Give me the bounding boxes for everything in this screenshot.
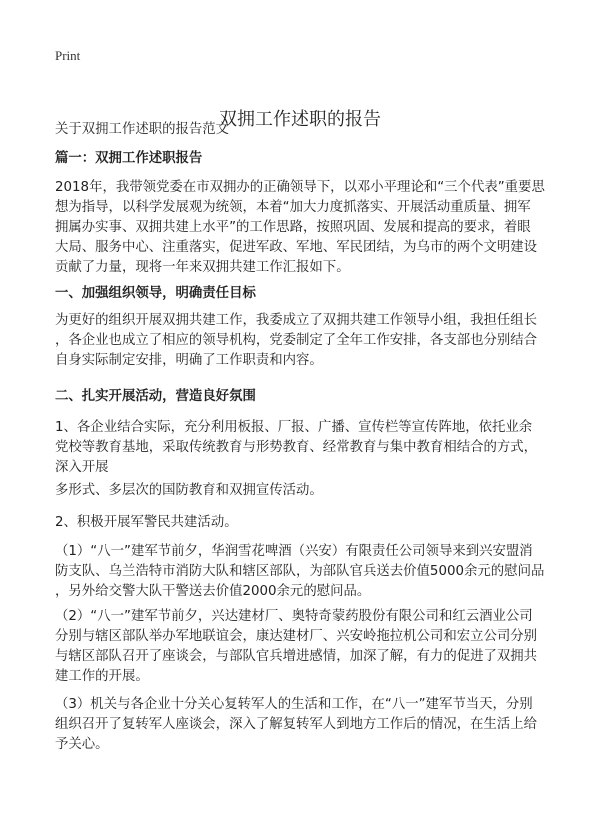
paragraph-1 [55,311,555,371]
sub-item-1 [55,542,555,602]
text-line: 党校等教育基地，采取传统教育与形势教育、经常教育与集中教育相结合的方式， [55,440,538,455]
text-line: （1）“八一”建军节前夕，华润雪花啤酒（兴安）有限责任公司领导来到兴安盟消 [55,544,533,559]
text-line: 自身实际制定安排，明确了工作职责和内容。 [55,353,323,368]
text-line: 为更好的组织开展双拥共建工作，我委成立了双拥共建工作领导小组，我担任组长 [55,313,538,328]
text-line: 分别与辖区部队举办军地联谊会，康达建材厂、兴安岭拖拉机公司和宏立公司分别 [55,629,538,644]
heading-2: 二、扎实开展活动，营造良好氛围 [55,389,256,404]
heading-1: 一、加强组织领导，明确责任目标 [55,286,256,301]
item-2: 2、积极开展军警民共建活动。 [55,515,238,530]
text-line: 予关心。 [55,737,109,752]
text-line: 拥属办实事、双拥共建上水平”的工作思路，按照巩固、发展和提高的要求，着眼 [55,220,531,235]
text-line: 贡献了力量，现将一年来双拥共建工作汇报如下。 [55,260,350,275]
text-line: 2018年，我带领党委在市双拥办的正确领导下，以邓小平理论和“三个代表”重要思 [55,180,545,195]
intro-paragraph [55,178,555,278]
text-line: 1、各企业结合实际，充分利用板报、厂报、广播、宣传栏等宣传阵地，依托业余 [55,420,533,435]
subtitle: 关于双拥工作述职的报告范文 [55,122,230,137]
text-line: 与辖区部队召开了座谈会，与部队官兵增进感情，加深了解，有力的促进了双拥共 [55,649,538,664]
text-line: 深入开展 [55,460,109,475]
text-line: 组织召开了复转军人座谈会，深入了解复转军人到地方工作后的情况，在生活上给 [55,717,538,732]
document-title: 双拥工作述职的报告 [219,109,381,130]
print-label[interactable]: Print [55,48,81,63]
text-line: ，各企业也成立了相应的领导机构，党委制定了全年工作安排，各支部也分别结合 [55,333,538,348]
text-line: 想为指导，以科学发展观为统领，本着“加大力度抓落实、开展活动重质量、拥军 [55,200,531,215]
sub-item-3 [55,695,555,755]
text-line: 防支队、乌兰浩特市消防大队和辖区部队，为部队官兵送去价值5000余元的慰问品 [55,564,545,579]
sub-item-2 [55,607,555,687]
item-1-continued: 多形式、多层次的国防教育和双拥宣传活动。 [55,483,323,498]
text-line: （3）机关与各企业十分关心复转军人的生活和工作，在“八一”建军节当天，分别 [55,697,533,712]
text-line: （2）“八一”建军节前夕，兴达建材厂、奥特奇蒙药股份有限公司和红云酒业公司 [55,609,533,624]
text-line: 大局、服务中心、注重落实，促进军政、军地、军民团结，为乌市的两个文明建设 [55,240,538,255]
text-line: ，另外给交警大队干警送去价值2000余元的慰问品。 [55,584,371,599]
section-title: 篇一：双拥工作述职报告 [55,151,203,166]
item-1 [55,418,555,478]
text-line: 建工作的开展。 [55,669,149,684]
